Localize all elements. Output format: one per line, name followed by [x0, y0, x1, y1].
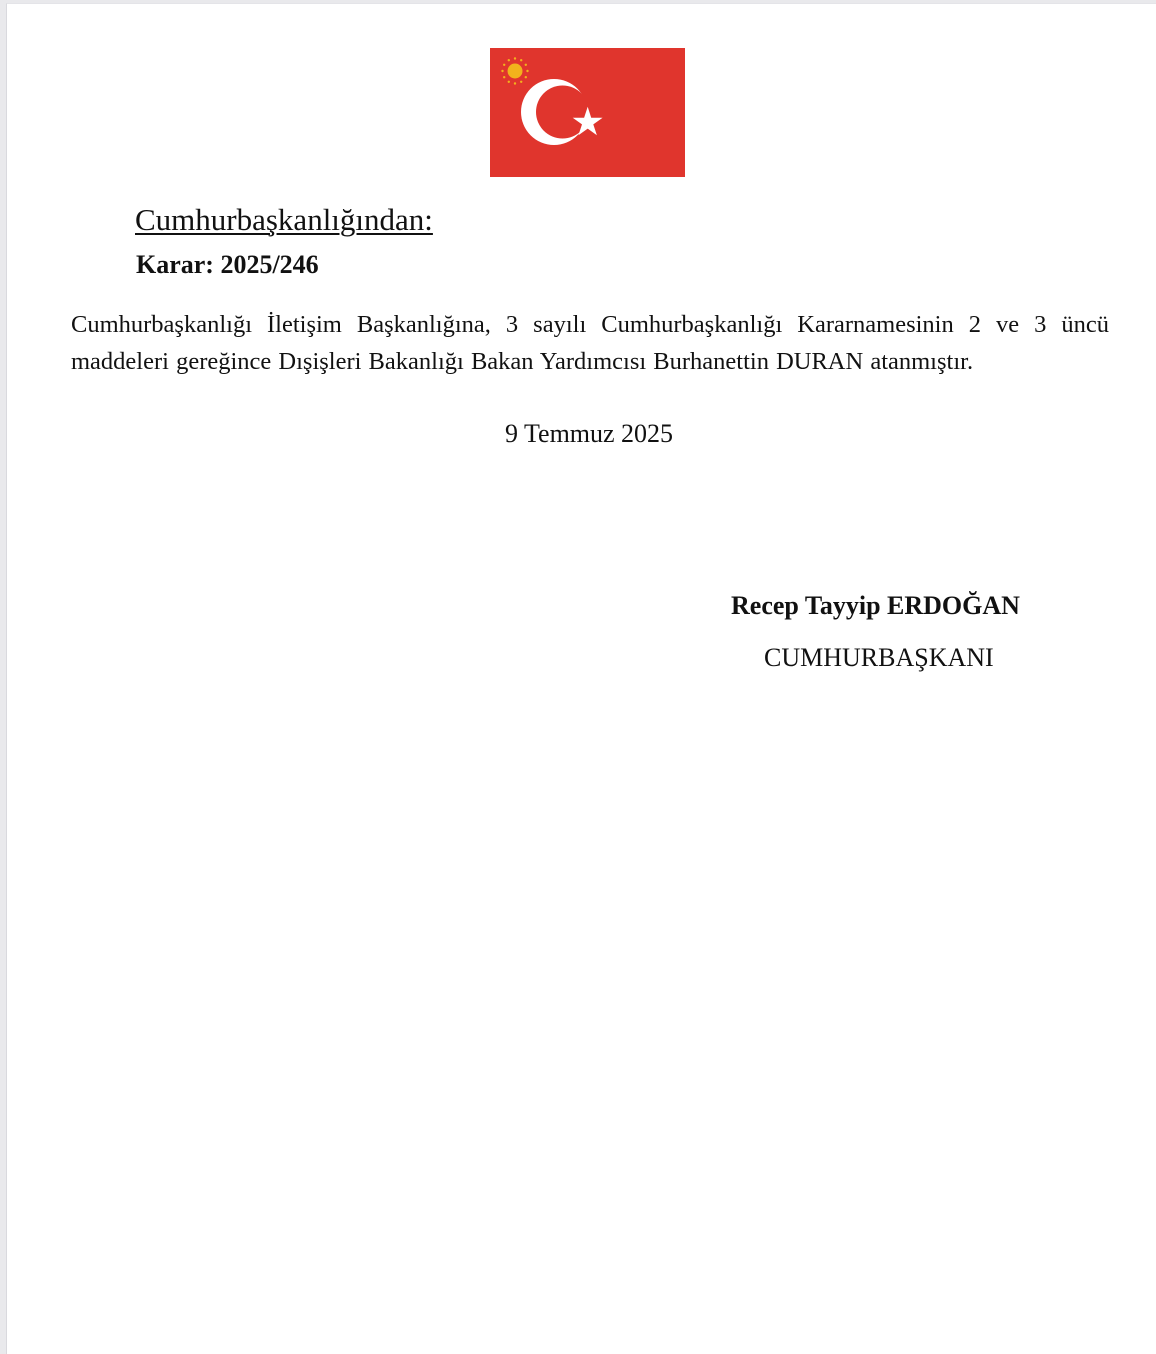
turkish-flag-icon	[490, 48, 685, 177]
decision-number: Karar: 2025/246	[136, 250, 319, 279]
decision-date: 9 Temmuz 2025	[504, 419, 674, 448]
decision-body-text: Cumhurbaşkanlığı İletişim Başkanlığına, 3 sayılı Cumhurbaşkanlığı Kararnamesinin 2 ve 3 üncü maddeleri gereğince Dışişleri Bakanlığı Bakan Yardımcısı Burhanettin DURAN atanmıştır.	[71, 311, 1109, 375]
signer-name: Recep Tayyip ERDOĞAN	[731, 591, 1020, 620]
document-page	[6, 3, 1156, 1354]
issuer-heading: Cumhurbaşkanlığından:	[135, 202, 433, 237]
signer-title: CUMHURBAŞKANI	[764, 643, 994, 672]
